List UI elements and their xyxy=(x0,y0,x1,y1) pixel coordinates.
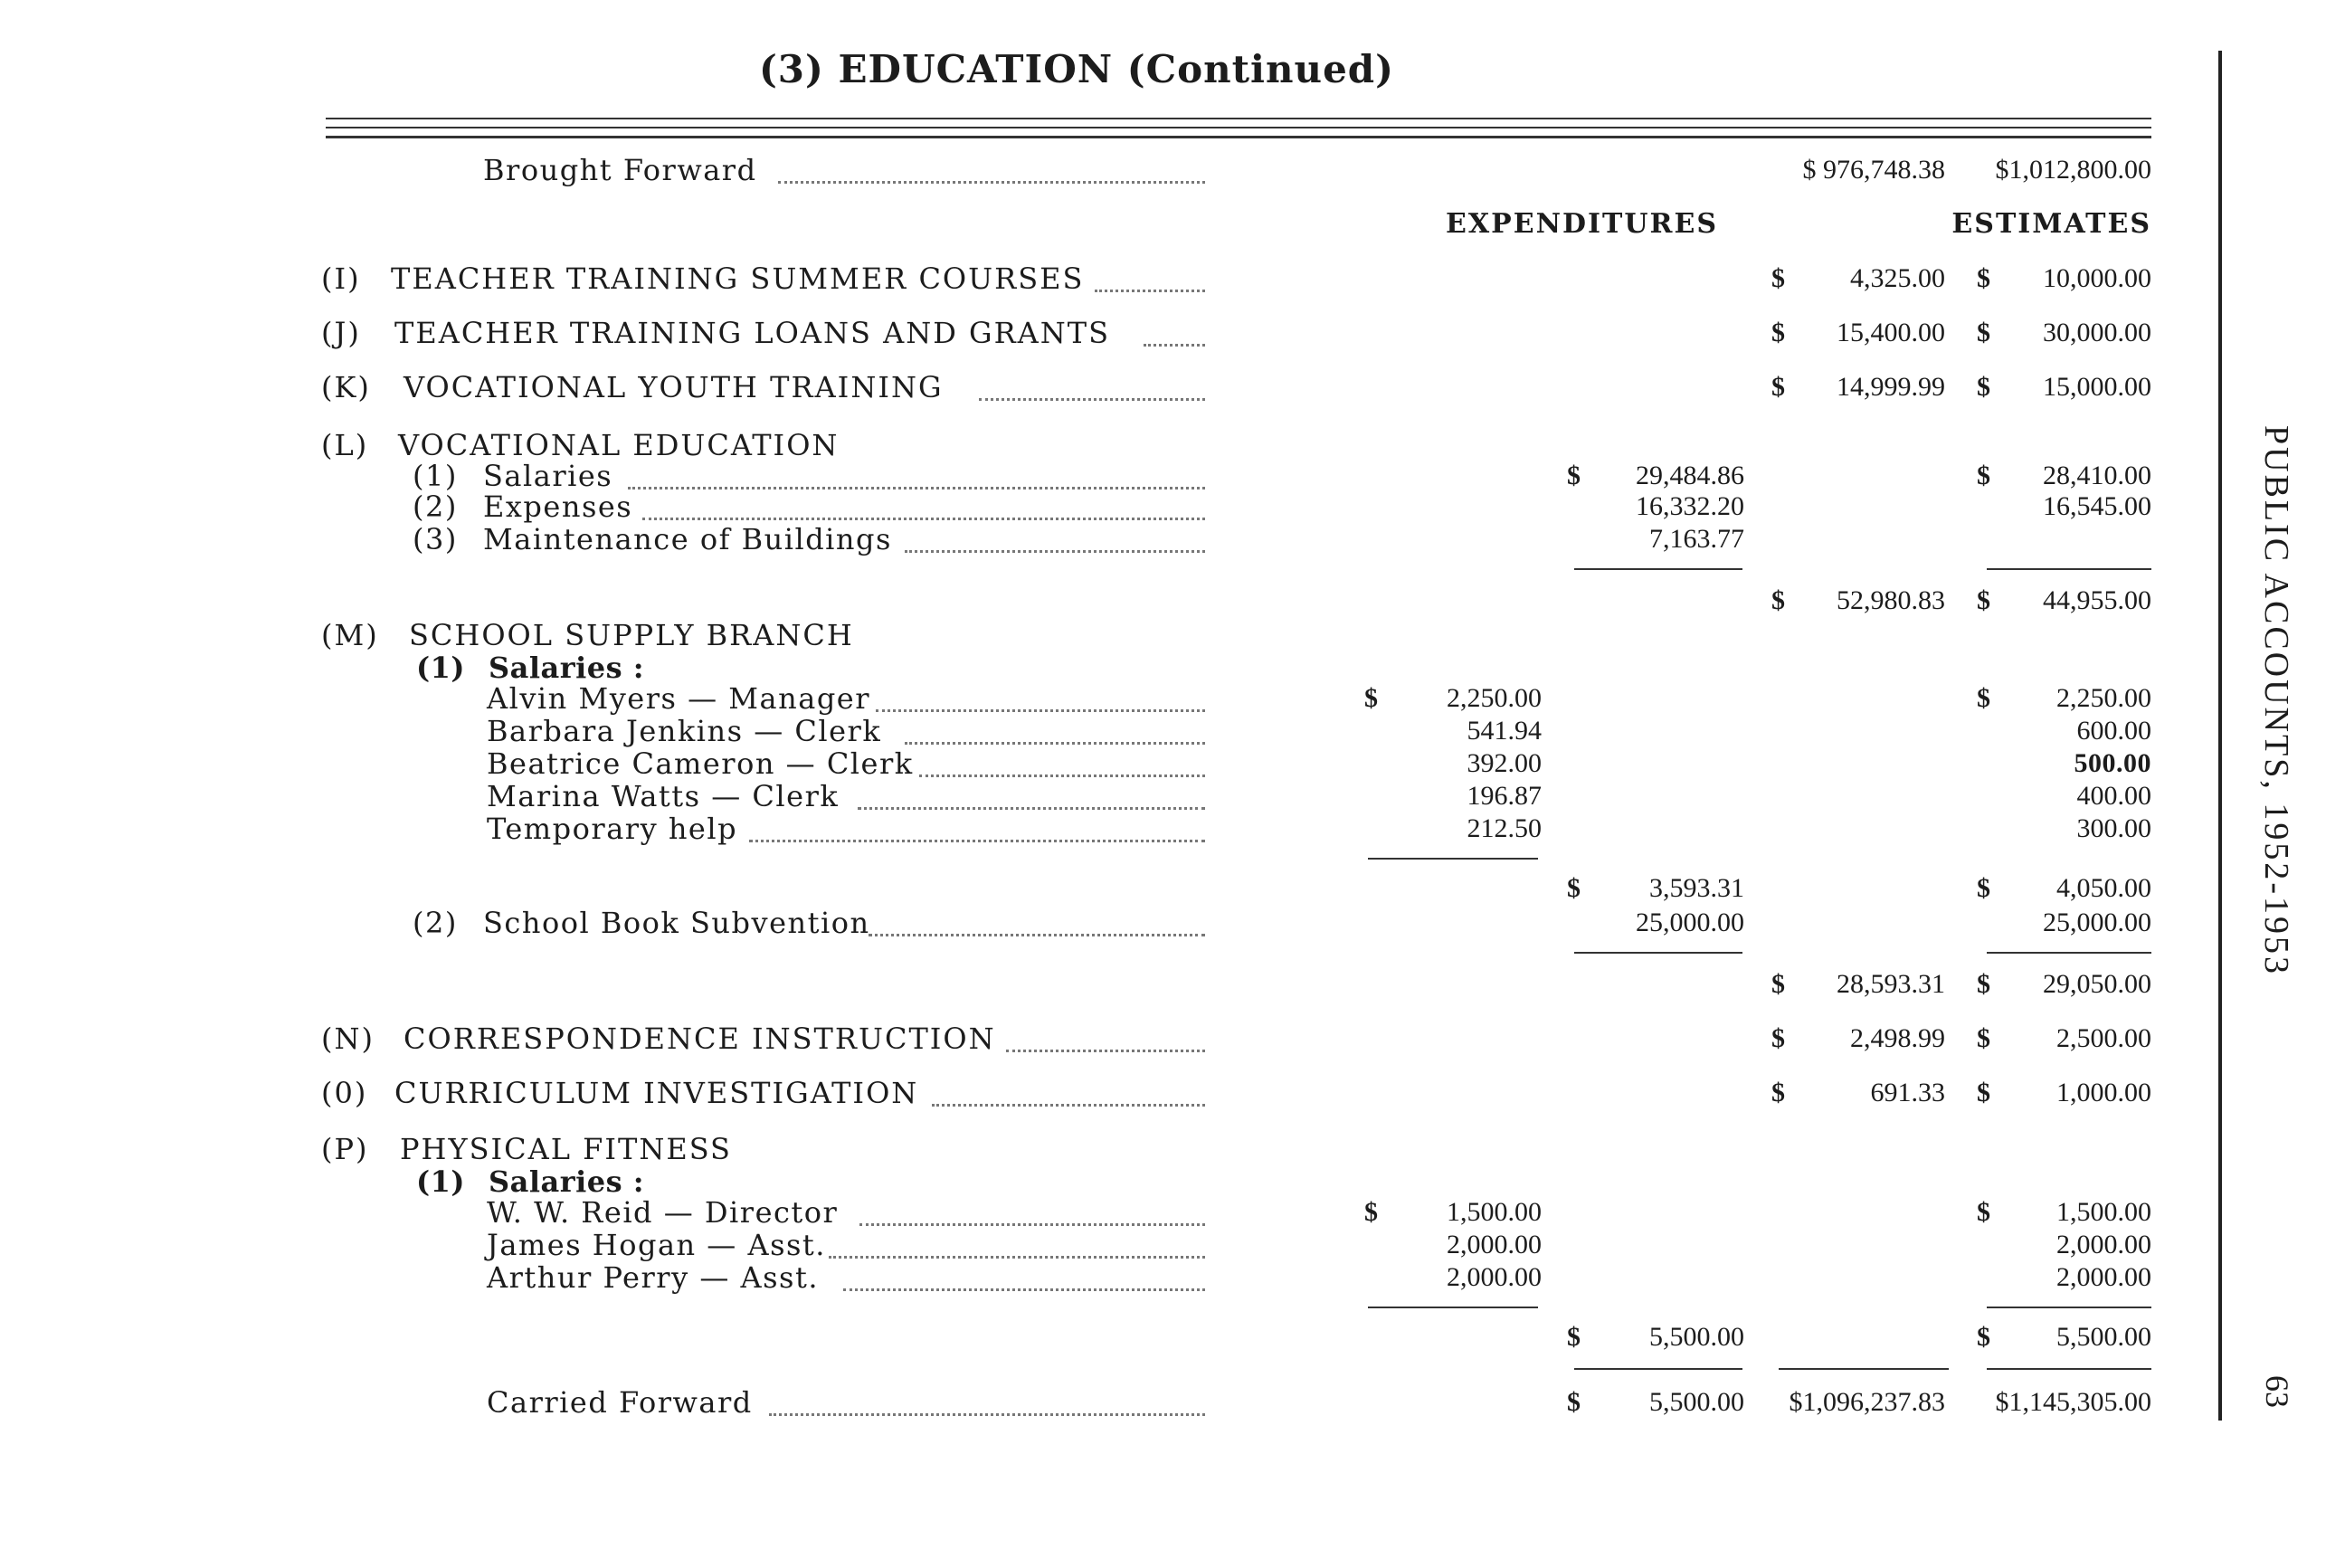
leader-dots xyxy=(858,789,1205,810)
item-label: Maintenance of Buildings xyxy=(483,522,892,556)
expenditures-header: EXPENDITURES xyxy=(1446,208,1718,240)
section-m-person-4 xyxy=(0,778,2171,814)
salaries-estimate: 4,050.00 xyxy=(2056,873,2151,903)
section-j-row xyxy=(0,315,2171,351)
person-amount: 392.00 xyxy=(1467,748,1542,778)
item-label: Expenses xyxy=(483,489,633,524)
section-label: TEACHER TRAINING LOANS AND GRANTS xyxy=(394,316,1111,350)
item-number: (2) xyxy=(413,489,458,524)
section-estimate: 30,000.00 xyxy=(2043,318,2151,347)
total-rule xyxy=(1779,1368,1949,1370)
subtotal-rule xyxy=(1987,568,2151,570)
person-estimate: 1,500.00 xyxy=(2056,1197,2151,1227)
header-rule-bottom xyxy=(326,136,2151,138)
person-estimate: 2,000.00 xyxy=(2056,1262,2151,1292)
subtotal-rule xyxy=(1574,568,1742,570)
dollar-sign: $ xyxy=(1771,318,1785,347)
brought-forward-row xyxy=(0,152,2171,188)
leader-dots xyxy=(829,1238,1205,1259)
section-expenditure: 691.33 xyxy=(1870,1078,1945,1107)
header-rule-top xyxy=(326,118,2151,119)
item-amount: 16,332.20 xyxy=(1636,491,1744,521)
estimates-header: ESTIMATES xyxy=(1951,208,2151,240)
carried-forward-expenditure: $1,096,237.83 xyxy=(1789,1387,1945,1417)
brought-forward-estimate: $1,012,800.00 xyxy=(1995,155,2151,185)
dollar-sign: $ xyxy=(1977,263,1990,293)
section-k-row xyxy=(0,369,2171,405)
carried-forward-row xyxy=(0,1384,2171,1421)
dollar-sign: $ xyxy=(1977,969,1990,999)
section-p-total xyxy=(0,1319,2171,1355)
carried-forward-subtotal: 5,500.00 xyxy=(1649,1387,1744,1417)
section-l-item-2 xyxy=(0,489,2171,525)
leader-dots xyxy=(628,469,1205,489)
section-m-person-5 xyxy=(0,811,2171,847)
section-label: CURRICULUM INVESTIGATION xyxy=(394,1076,919,1110)
leader-dots xyxy=(919,756,1205,777)
dollar-sign: $ xyxy=(1567,461,1581,490)
section-n-row xyxy=(0,1021,2171,1057)
person-estimate: 2,000.00 xyxy=(2056,1230,2151,1259)
item-number: (1) xyxy=(413,459,458,493)
section-estimate: 44,955.00 xyxy=(2043,585,2151,615)
section-m-person-1 xyxy=(0,680,2171,717)
dollar-sign: $ xyxy=(1771,263,1785,293)
person-name: Marina Watts — Clerk xyxy=(487,779,840,813)
section-estimate: 29,050.00 xyxy=(2043,969,2151,999)
item-amount: 7,163.77 xyxy=(1649,524,1744,554)
person-amount: 541.94 xyxy=(1467,716,1542,746)
item-estimate: 16,545.00 xyxy=(2043,491,2151,521)
section-expenditure: 14,999.99 xyxy=(1837,372,1945,402)
item-estimate: 28,410.00 xyxy=(2043,461,2151,490)
section-expenditure: 15,400.00 xyxy=(1837,318,1945,347)
person-estimate: 400.00 xyxy=(2076,781,2151,811)
dollar-sign: $ xyxy=(1977,1197,1990,1227)
person-name: Arthur Perry — Asst. xyxy=(487,1260,819,1295)
book-estimate: 25,000.00 xyxy=(2043,908,2151,937)
section-estimate: 5,500.00 xyxy=(2056,1322,2151,1352)
section-code: (L) xyxy=(321,428,369,462)
dollar-sign: $ xyxy=(1364,683,1378,713)
leader-dots xyxy=(769,1395,1205,1416)
section-expenditure: 28,593.31 xyxy=(1837,969,1945,999)
dollar-sign: $ xyxy=(1977,873,1990,903)
dollar-sign: $ xyxy=(1977,585,1990,615)
header-rule-mid xyxy=(326,127,2151,128)
leader-dots xyxy=(1144,326,1205,347)
section-code: (N) xyxy=(321,1022,375,1056)
subtotal-rule xyxy=(1574,952,1742,954)
leader-dots xyxy=(905,724,1205,745)
sub-label: Salaries : xyxy=(489,651,645,685)
item-label: Salaries xyxy=(483,459,613,493)
section-label: SCHOOL SUPPLY BRANCH xyxy=(409,618,854,652)
sub-label: Salaries : xyxy=(489,1164,645,1199)
person-name: Barbara Jenkins — Clerk xyxy=(487,714,882,748)
person-amount: 2,250.00 xyxy=(1447,683,1542,713)
item-amount: 29,484.86 xyxy=(1636,461,1744,490)
page-number: 63 xyxy=(2259,1375,2295,1408)
dollar-sign: $ xyxy=(1977,1078,1990,1107)
section-estimate: 10,000.00 xyxy=(2043,263,2151,293)
section-code: (P) xyxy=(321,1132,369,1166)
section-p-person-3 xyxy=(0,1259,2171,1296)
section-estimate: 2,500.00 xyxy=(2056,1023,2151,1053)
section-code: (I) xyxy=(321,261,361,296)
person-amount: 196.87 xyxy=(1467,781,1542,811)
leader-dots xyxy=(1095,271,1205,292)
sub-number: (1) xyxy=(416,651,466,685)
margin-rule xyxy=(2218,51,2222,1421)
dollar-sign: $ xyxy=(1771,585,1785,615)
person-name: James Hogan — Asst. xyxy=(487,1228,826,1262)
leader-dots xyxy=(843,1270,1205,1291)
person-name: Beatrice Cameron — Clerk xyxy=(487,746,914,781)
total-rule xyxy=(1574,1368,1742,1370)
carried-forward-label: Carried Forward xyxy=(487,1385,753,1420)
person-amount: 1,500.00 xyxy=(1447,1197,1542,1227)
leader-dots xyxy=(778,163,1205,184)
section-code: (K) xyxy=(321,370,371,404)
section-expenditure: 52,980.83 xyxy=(1837,585,1945,615)
column-headers xyxy=(0,206,2171,242)
section-m-salaries-total xyxy=(0,870,2171,907)
person-estimate: 300.00 xyxy=(2076,813,2151,843)
sub-number: (1) xyxy=(416,1164,466,1199)
section-label: CORRESPONDENCE INSTRUCTION xyxy=(403,1022,996,1056)
section-label: VOCATIONAL YOUTH TRAINING xyxy=(403,370,944,404)
person-estimate: 2,250.00 xyxy=(2056,683,2151,713)
section-m-heading xyxy=(0,617,2171,653)
person-amount: 2,000.00 xyxy=(1447,1262,1542,1292)
dollar-sign: $ xyxy=(1977,1322,1990,1352)
section-p-heading xyxy=(0,1131,2171,1167)
person-amount: 212.50 xyxy=(1467,813,1542,843)
dollar-sign: $ xyxy=(1771,969,1785,999)
subtotal-rule xyxy=(1987,952,2151,954)
dollar-sign: $ xyxy=(1771,372,1785,402)
leader-dots xyxy=(905,532,1205,553)
section-label: VOCATIONAL EDUCATION xyxy=(398,428,840,462)
person-name: Alvin Myers — Manager xyxy=(487,681,871,716)
leader-dots xyxy=(979,380,1205,401)
section-l-item-3 xyxy=(0,521,2171,557)
person-name: Temporary help xyxy=(487,812,738,846)
dollar-sign: $ xyxy=(1771,1023,1785,1053)
person-amount: 2,000.00 xyxy=(1447,1230,1542,1259)
section-expenditure: 2,498.99 xyxy=(1850,1023,1945,1053)
section-m-person-2 xyxy=(0,713,2171,749)
subtotal-rule xyxy=(1987,1307,2151,1308)
section-m-book-subvention xyxy=(0,905,2171,941)
carried-forward-estimate: $1,145,305.00 xyxy=(1995,1387,2151,1417)
section-label: TEACHER TRAINING SUMMER COURSES xyxy=(391,261,1085,296)
brought-forward-expenditure: $ 976,748.38 xyxy=(1802,155,1945,185)
leader-dots xyxy=(869,916,1205,936)
section-code: (J) xyxy=(321,316,361,350)
section-label: PHYSICAL FITNESS xyxy=(400,1132,732,1166)
section-code: (M) xyxy=(321,618,379,652)
dollar-sign: $ xyxy=(1977,318,1990,347)
subtotal-rule xyxy=(1368,858,1538,860)
dollar-sign: $ xyxy=(1567,873,1581,903)
leader-dots xyxy=(932,1086,1205,1107)
section-estimate: 15,000.00 xyxy=(2043,372,2151,402)
total-rule xyxy=(1987,1368,2151,1370)
brought-forward-label: Brought Forward xyxy=(483,153,757,187)
section-m-total xyxy=(0,966,2171,1003)
section-o-row xyxy=(0,1075,2171,1111)
leader-dots xyxy=(1006,1031,1205,1052)
sub-number: (2) xyxy=(413,906,458,940)
section-estimate: 1,000.00 xyxy=(2056,1078,2151,1107)
salaries-total: 3,593.31 xyxy=(1649,873,1744,903)
leader-dots xyxy=(642,499,1205,520)
dollar-sign: $ xyxy=(1364,1197,1378,1227)
book-amount: 25,000.00 xyxy=(1636,908,1744,937)
person-name: W. W. Reid — Director xyxy=(487,1195,839,1230)
dollar-sign: $ xyxy=(1567,1387,1581,1417)
sub-label: School Book Subvention xyxy=(483,906,870,940)
dollar-sign: $ xyxy=(1977,372,1990,402)
subtotal-rule xyxy=(1368,1307,1538,1308)
dollar-sign: $ xyxy=(1977,683,1990,713)
leader-dots xyxy=(876,691,1205,712)
section-subtotal: 5,500.00 xyxy=(1649,1322,1744,1352)
leader-dots xyxy=(859,1205,1205,1226)
section-expenditure: 4,325.00 xyxy=(1850,263,1945,293)
person-estimate: 500.00 xyxy=(2074,748,2151,778)
leader-dots xyxy=(749,822,1205,842)
person-estimate: 600.00 xyxy=(2076,716,2151,746)
section-p-person-2 xyxy=(0,1227,2171,1263)
dollar-sign: $ xyxy=(1771,1078,1785,1107)
dollar-sign: $ xyxy=(1977,461,1990,490)
item-number: (3) xyxy=(413,522,458,556)
dollar-sign: $ xyxy=(1977,1023,1990,1053)
page-title: (3) EDUCATION (Continued) xyxy=(758,47,1395,91)
section-p-person-1 xyxy=(0,1194,2171,1231)
section-i-row xyxy=(0,261,2171,297)
section-code: (0) xyxy=(321,1076,368,1110)
section-m-person-3 xyxy=(0,746,2171,782)
section-l-total xyxy=(0,583,2171,619)
running-title: PUBLIC ACCOUNTS, 1952-1953 xyxy=(2257,425,2295,976)
dollar-sign: $ xyxy=(1567,1322,1581,1352)
